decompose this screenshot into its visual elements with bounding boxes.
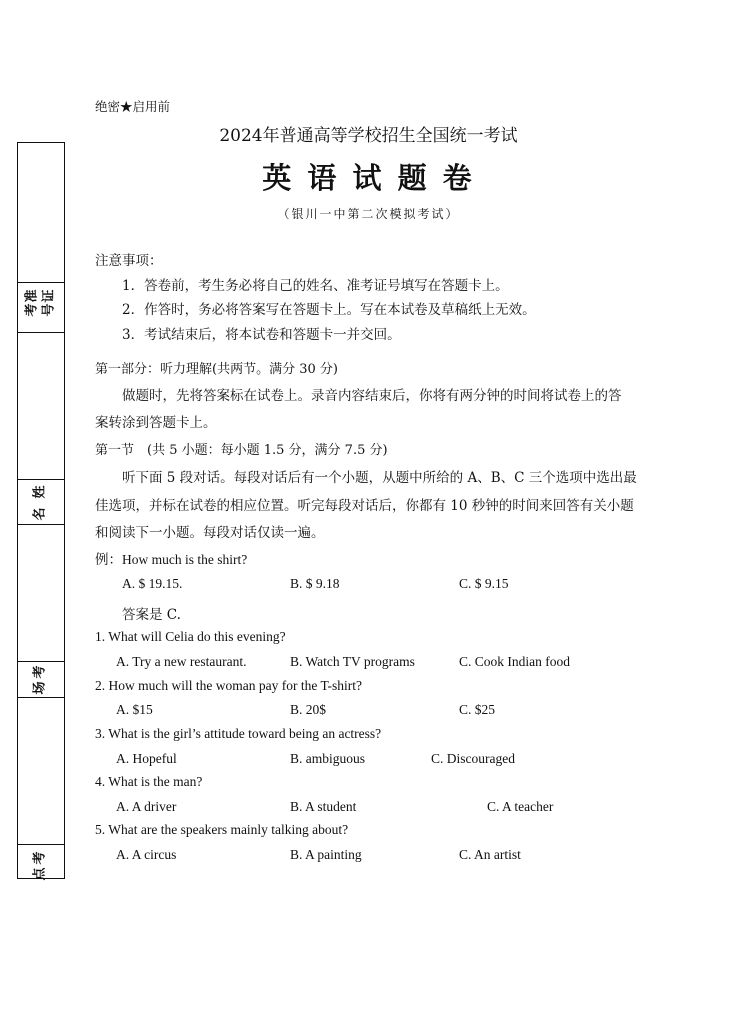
example-answer: 答案是 C.	[122, 607, 181, 623]
q3-option-c: C. Discouraged	[431, 751, 515, 766]
page-subtitle: （银川一中第二次模拟考试）	[277, 207, 460, 221]
question-3: 3. What is the girl’s attitude toward being an actress?	[95, 726, 382, 741]
q5-option-c: C. An artist	[459, 847, 521, 862]
label-exam-room: 考 场	[32, 665, 48, 695]
part1-heading: 第一部分：听力理解(共两节。满分 30 分)	[95, 362, 338, 377]
q3-option-b: B. ambiguous	[290, 751, 366, 766]
page-title: 英 语 试 题 卷	[262, 161, 475, 195]
strip-cell	[18, 525, 64, 662]
example-option-a: A. $ 19.15.	[122, 576, 183, 591]
q1-option-c: C. Cook Indian food	[459, 654, 570, 669]
q3-option-a: A. Hopeful	[116, 751, 177, 766]
strip-cell	[18, 333, 64, 480]
question-5: 5. What are the speakers mainly talking about?	[95, 822, 349, 837]
q2-option-c: C. $25	[459, 702, 496, 717]
binding-strip	[17, 142, 65, 879]
part1-intro-line: 做题时，先将答案标在试卷上。录音内容结束后，你将有两分钟的时间将试卷上的答	[122, 388, 622, 404]
confidential-mark: 绝密★启用前	[95, 99, 171, 114]
q1-option-b: B. Watch TV programs	[290, 654, 415, 669]
label-exam-site: 考 点	[32, 851, 48, 881]
section1-intro-line: 和阅读下一小题。每段对话仅读一遍。	[95, 525, 325, 541]
label-admission-number	[18, 289, 64, 317]
part1-intro-line: 案转涂到答题卡上。	[95, 415, 217, 431]
section1-heading: 第一节 (共 5 小题：每小题 1.5 分，满分 7.5 分)	[95, 443, 388, 458]
section1-intro-line: 佳选项，并标在试卷的相应位置。听完每段对话后，你都有 10 秒钟的时间来回答有关小题	[95, 498, 634, 514]
strip-cell	[18, 698, 64, 845]
q2-option-a: A. $15	[116, 702, 153, 717]
q4-option-a: A. A driver	[116, 799, 177, 814]
q4-option-c: C. A teacher	[487, 799, 554, 814]
notes-item: 3．考试结束后，将本试卷和答题卡一并交回。	[122, 327, 401, 343]
section1-intro-line: 听下面 5 段对话。每段对话后有一个小题，从题中所给的 A、B、C 三个选项中选出最	[122, 470, 637, 486]
notes-item: 1．答卷前，考生务必将自己的姓名、准考证号填写在答题卡上。	[122, 278, 509, 294]
q2-option-b: B. 20$	[290, 702, 327, 717]
label-name: 姓 名	[32, 485, 48, 521]
label-admission-char: 考	[24, 303, 40, 317]
label-admission-char: 准	[24, 289, 40, 303]
exam-name: 2024年普通高等学校招生全国统一考试	[219, 126, 518, 146]
label-admission-char: 证	[41, 289, 57, 303]
example-option-c: C. $ 9.15	[459, 576, 509, 591]
q5-option-b: B. A painting	[290, 847, 362, 862]
question-1: 1. What will Celia do this evening?	[95, 629, 286, 644]
notes-heading: 注意事项：	[95, 253, 163, 269]
q1-option-a: A. Try a new restaurant.	[116, 654, 247, 669]
q5-option-a: A. A circus	[116, 847, 177, 862]
question-2: 2. How much will the woman pay for the T-shirt?	[95, 678, 362, 693]
question-4: 4. What is the man?	[95, 774, 203, 789]
label-admission-char: 号	[41, 303, 57, 317]
example-option-b: B. $ 9.18	[290, 576, 340, 591]
q4-option-b: B. A student	[290, 799, 357, 814]
notes-item: 2．作答时，务必将答案写在答题卡上。写在本试卷及草稿纸上无效。	[122, 302, 536, 318]
example-question: 例：How much is the shirt?	[95, 552, 248, 567]
